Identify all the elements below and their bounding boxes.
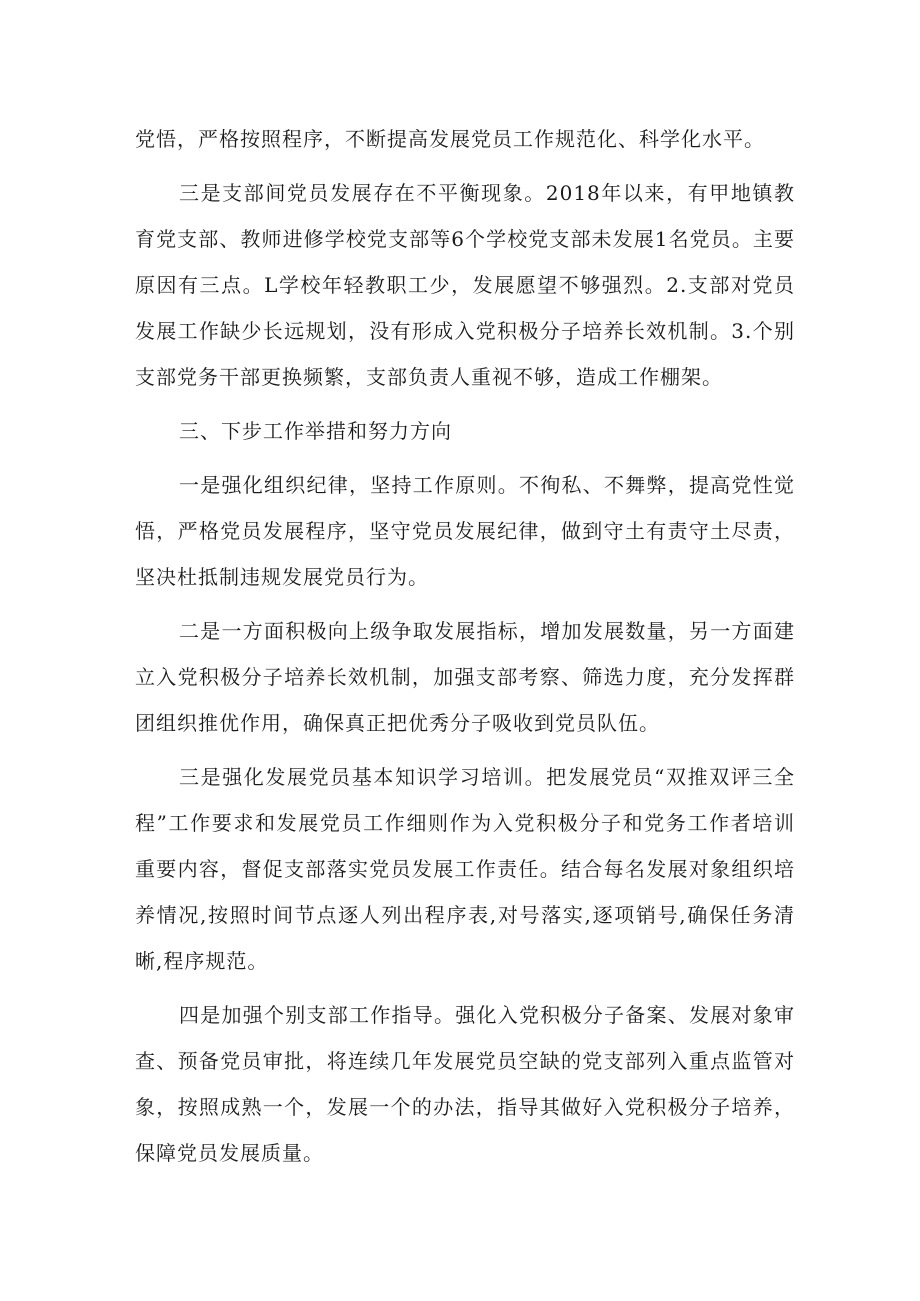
paragraph-discipline: 一是强化组织纪律，坚持工作原则。不徇私、不舞弊，提高党性觉悟，严格党员发展程序，坚守党员发展纪律，做到守土有责守土尽责，坚决杜抵制违规发展党员行为。 bbox=[135, 473, 795, 589]
paragraph-training: 三是强化发展党员基本知识学习培训。把发展党员“双推双评三全程”工作要求和发展党员工作细则作为入党积极分子和党务工作者培训重要内容，督促支部落实党员发展工作责任。结合每名发展对象组织培养情况,按照时间节点逐人列出程序表,对号落实,逐项销号,确保任务清晰,程序规范。 bbox=[135, 765, 795, 973]
section-heading: 三、下步工作举措和努力方向 bbox=[179, 419, 452, 443]
paragraph-guidance: 四是加强个别支部工作指导。强化入党积极分子备案、发展对象审查、预备党员审批，将连续几年发展党员空缺的党支部列入重点监管对象，按照成熟一个，发展一个的办法，指导其做好入党积极分子培养，保障党员发展质量。 bbox=[135, 1003, 795, 1165]
paragraph-continuation: 党悟，严格按照程序，不断提高发展党员工作规范化、科学化水平。 bbox=[135, 127, 765, 151]
paragraph-quota: 二是一方面积极向上级争取发展指标，增加发展数量，另一方面建立入党积极分子培养长效机制，加强支部考察、筛选力度，充分发挥群团组织推优作用，确保真正把优秀分子吸收到党员队伍。 bbox=[135, 619, 795, 735]
document-body bbox=[135, 116, 795, 1184]
paragraph-imbalance: 三是支部间党员发展存在不平衡现象。2018年以来，有甲地镇教育党支部、教师进修学校党支部等6个学校党支部未发展1名党员。主要原因有三点。L学校年轻教职工少，发展愿望不够强烈。2.支部对党员发展工作缺少长远规划，没有形成入党积极分子培养长效机制。3.个别支部党务干部更换频繁，支部负责人重视不够，造成工作棚架。 bbox=[135, 181, 795, 389]
